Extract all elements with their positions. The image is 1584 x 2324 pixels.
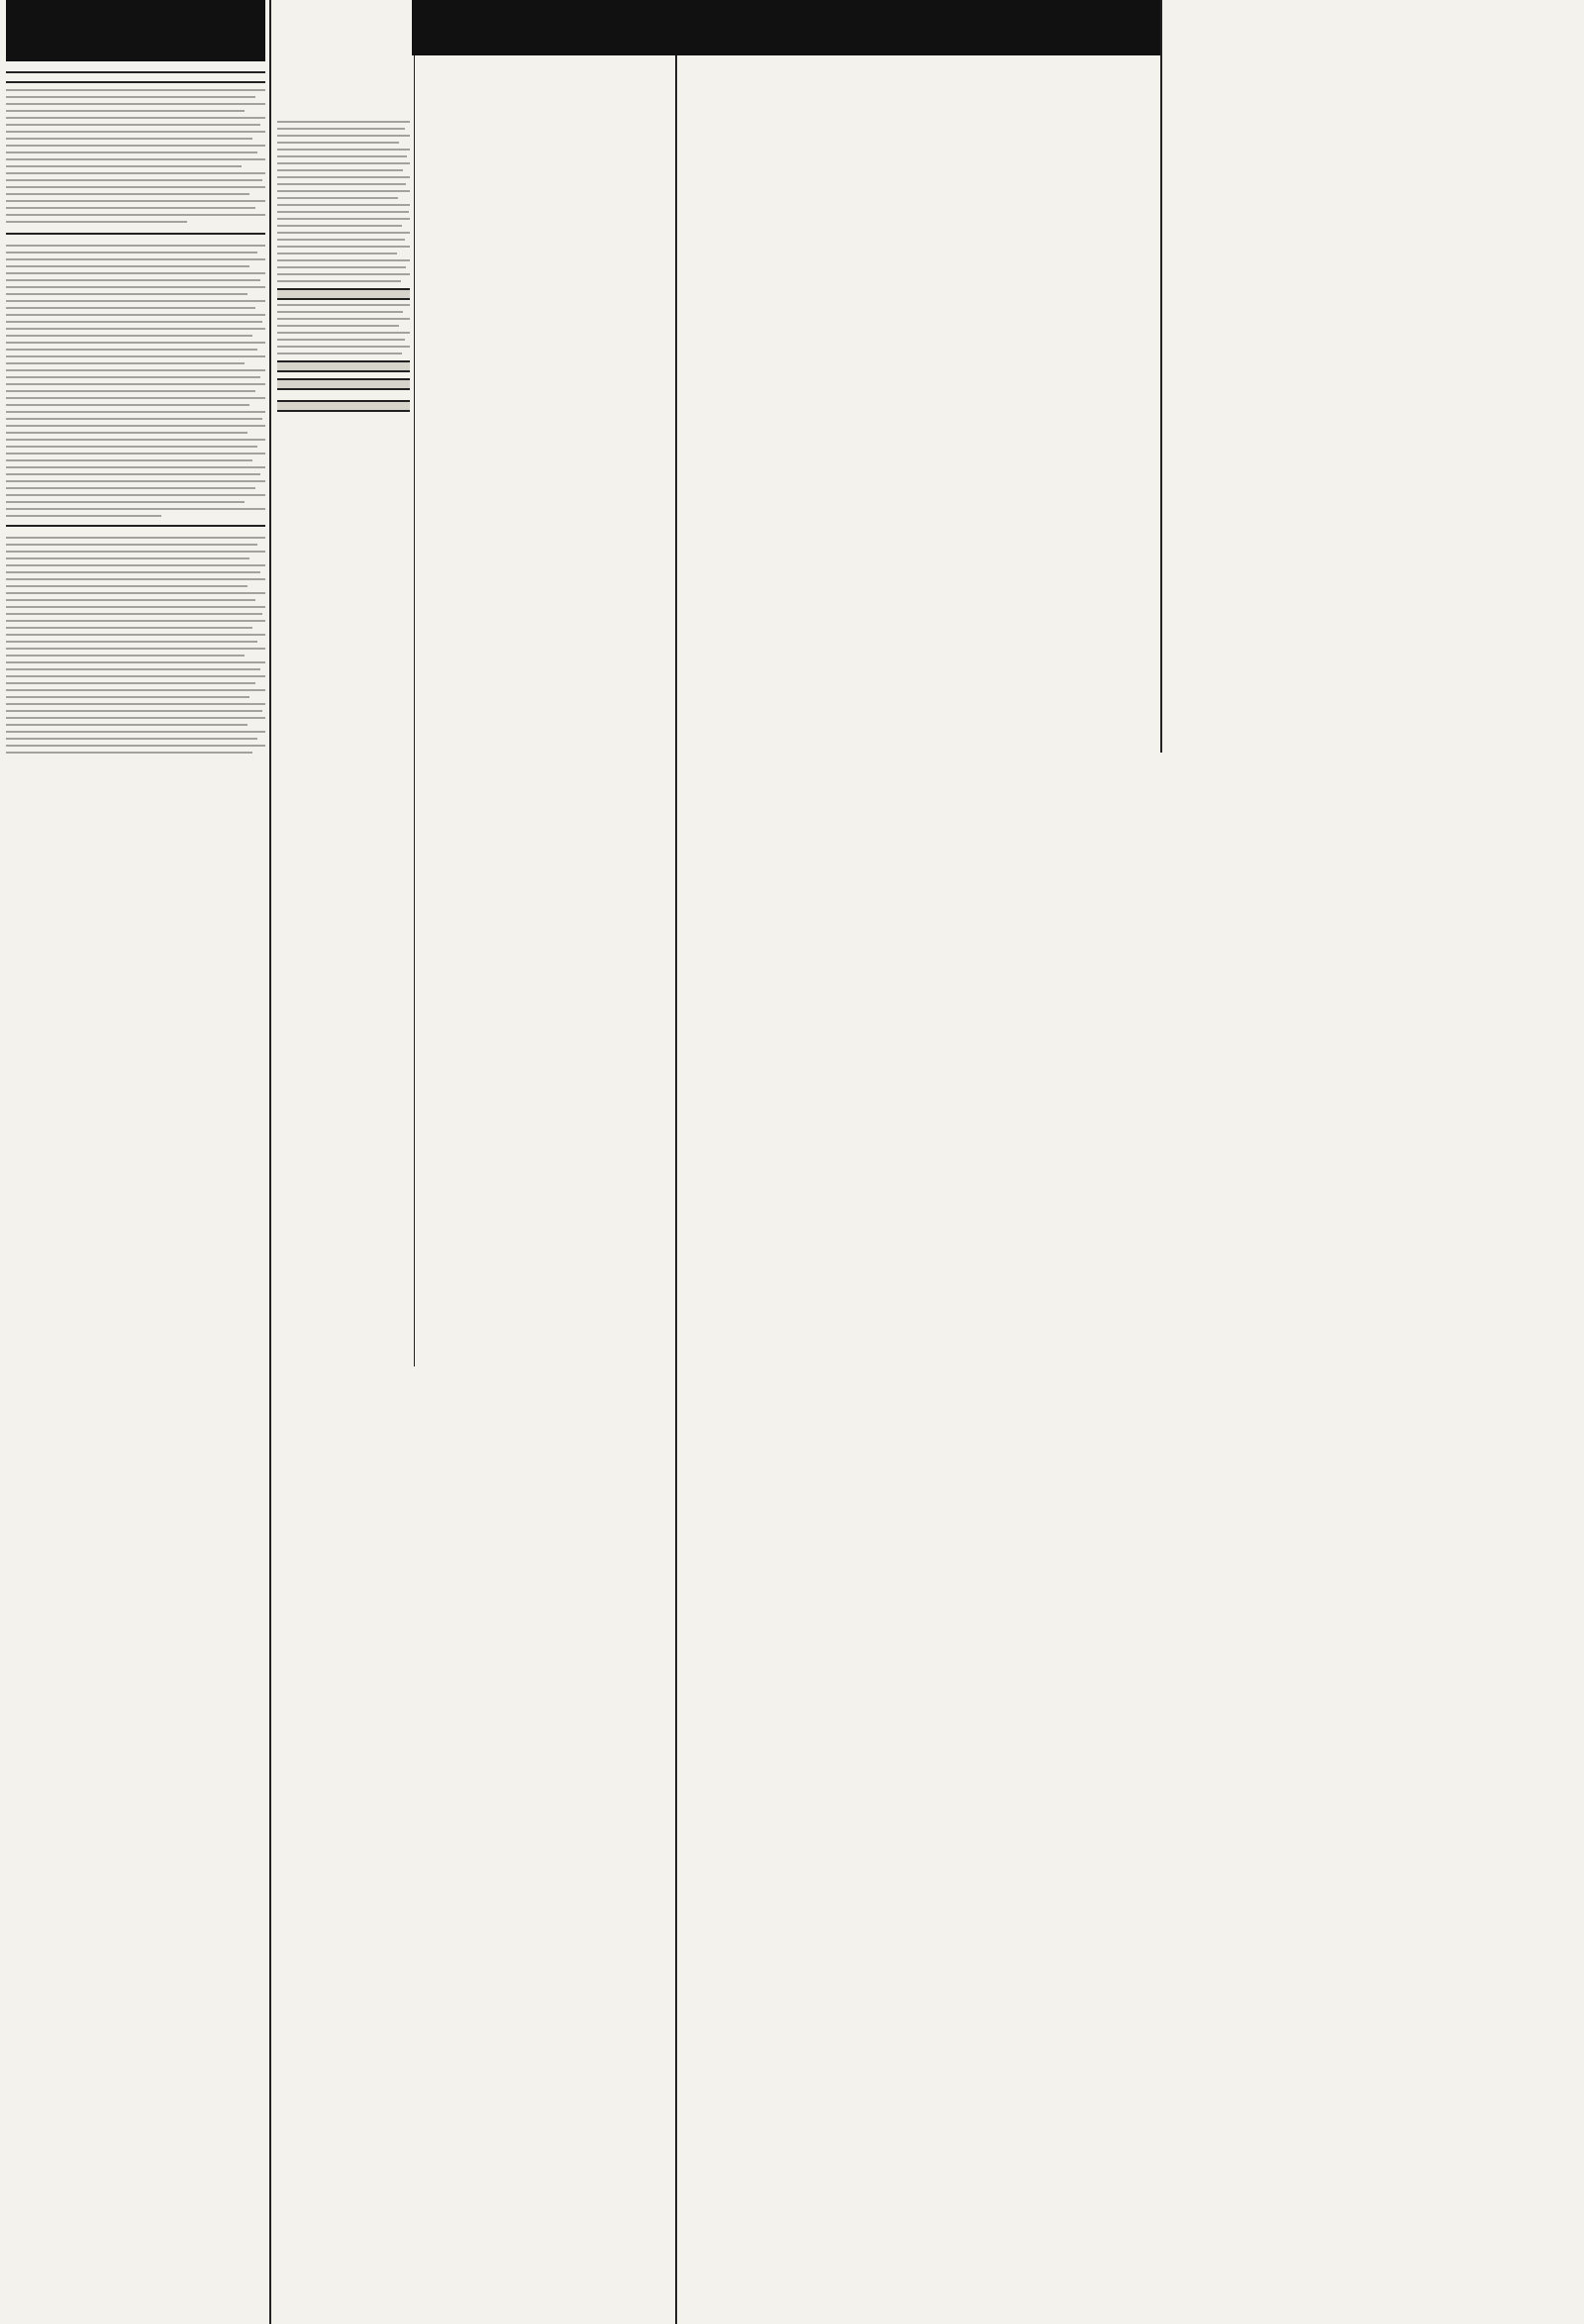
exchange-header <box>277 400 410 412</box>
story-blackmailer-text <box>6 245 265 517</box>
gold-coins-header <box>277 360 410 372</box>
lottery-title <box>412 0 1160 55</box>
goods-text <box>6 89 265 223</box>
goods-title <box>6 71 265 83</box>
column-rule <box>675 0 677 2324</box>
column-rule <box>269 0 271 2324</box>
story-blackmailer-headline <box>6 233 265 239</box>
foreign-notes-header <box>277 378 410 390</box>
lottery-section <box>406 0 1160 65</box>
column-rule <box>414 0 415 1366</box>
column-rule <box>1160 0 1162 753</box>
story-basketball-text <box>6 537 265 754</box>
story-basketball-headline <box>6 525 265 531</box>
masthead <box>6 0 265 61</box>
left-column <box>6 0 265 758</box>
financial-column <box>277 119 410 416</box>
mutual-funds-header <box>277 288 410 300</box>
bank-list <box>277 121 410 282</box>
mutual-funds-text <box>277 304 410 354</box>
